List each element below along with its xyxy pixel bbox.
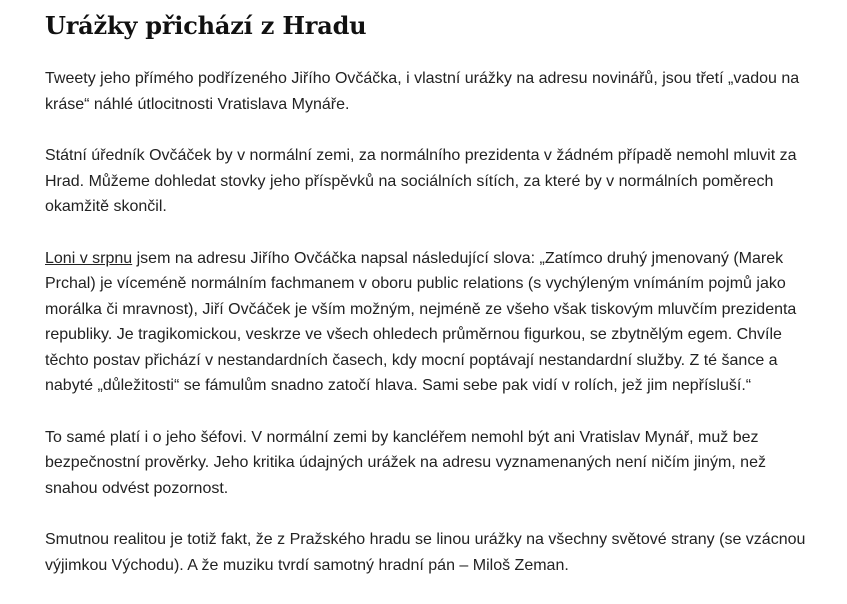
paragraph-2: Státní úředník Ovčáček by v normální zemi, za normálního prezidenta v žádném případě nemohl mluvit za Hrad. Můžeme dohledat stovky jeho příspěvků na sociálních sítích, za které by v normálních poměrech okamžitě skončil. xyxy=(45,147,797,215)
article-heading: Urážky přichází z Hradu xyxy=(45,11,367,40)
loni-v-srpnu-link[interactable]: Loni v srpnu xyxy=(45,249,133,267)
paragraph-3-text: jsem na adresu Jiřího Ovčáčka napsal následující slova: „Zatímco druhý jmenovaný (Marek Prchal) je víceméně normálním fachmanem v oboru public relations (s vychýleným vnímáním pojmů jako morálka či mravnost), Jiří Ovčáček je vším možným, nejméně ze všeho však tiskovým mluvčím prezidenta republiky. Je tragikomickou, veskrze ve všech ohledech průměrnou figurkou, se zbytnělým egem. Chvíle těchto postav přichází v nestandardních časech, kdy mocní poptávají nestandardní služby. Z té šance a nabyté „důležitosti“ se fámulům snadno zatočí hlava. Sami sebe pak vidí v rolích, jež jim nepřísluší.“ xyxy=(45,249,797,394)
article xyxy=(45,10,810,604)
paragraph-4: To samé platí i o jeho šéfovi. V normální zemi by kancléřem nemohl být ani Vratislav Mynář, muž bez bezpečnostní prověrky. Jeho kritika údajných urážek na adresu vyznamenaných není ničím jiným, než snahou odvést pozornost. xyxy=(45,428,766,497)
paragraph-5: Smutnou realitou je totiž fakt, že z Pražského hradu se linou urážky na všechny světové strany (se vzácnou výjimkou Východu). A že muziku tvrdí samotný hradní pán – Miloš Zeman. xyxy=(45,531,806,574)
paragraph-1: Tweety jeho přímého podřízeného Jiřího Ovčáčka, i vlastní urážky na adresu novinářů, jsou třetí „vadou na kráse“ náhlé útlocitnosti Vratislava Mynáře. xyxy=(45,70,800,113)
paragraph-3 xyxy=(45,246,810,399)
